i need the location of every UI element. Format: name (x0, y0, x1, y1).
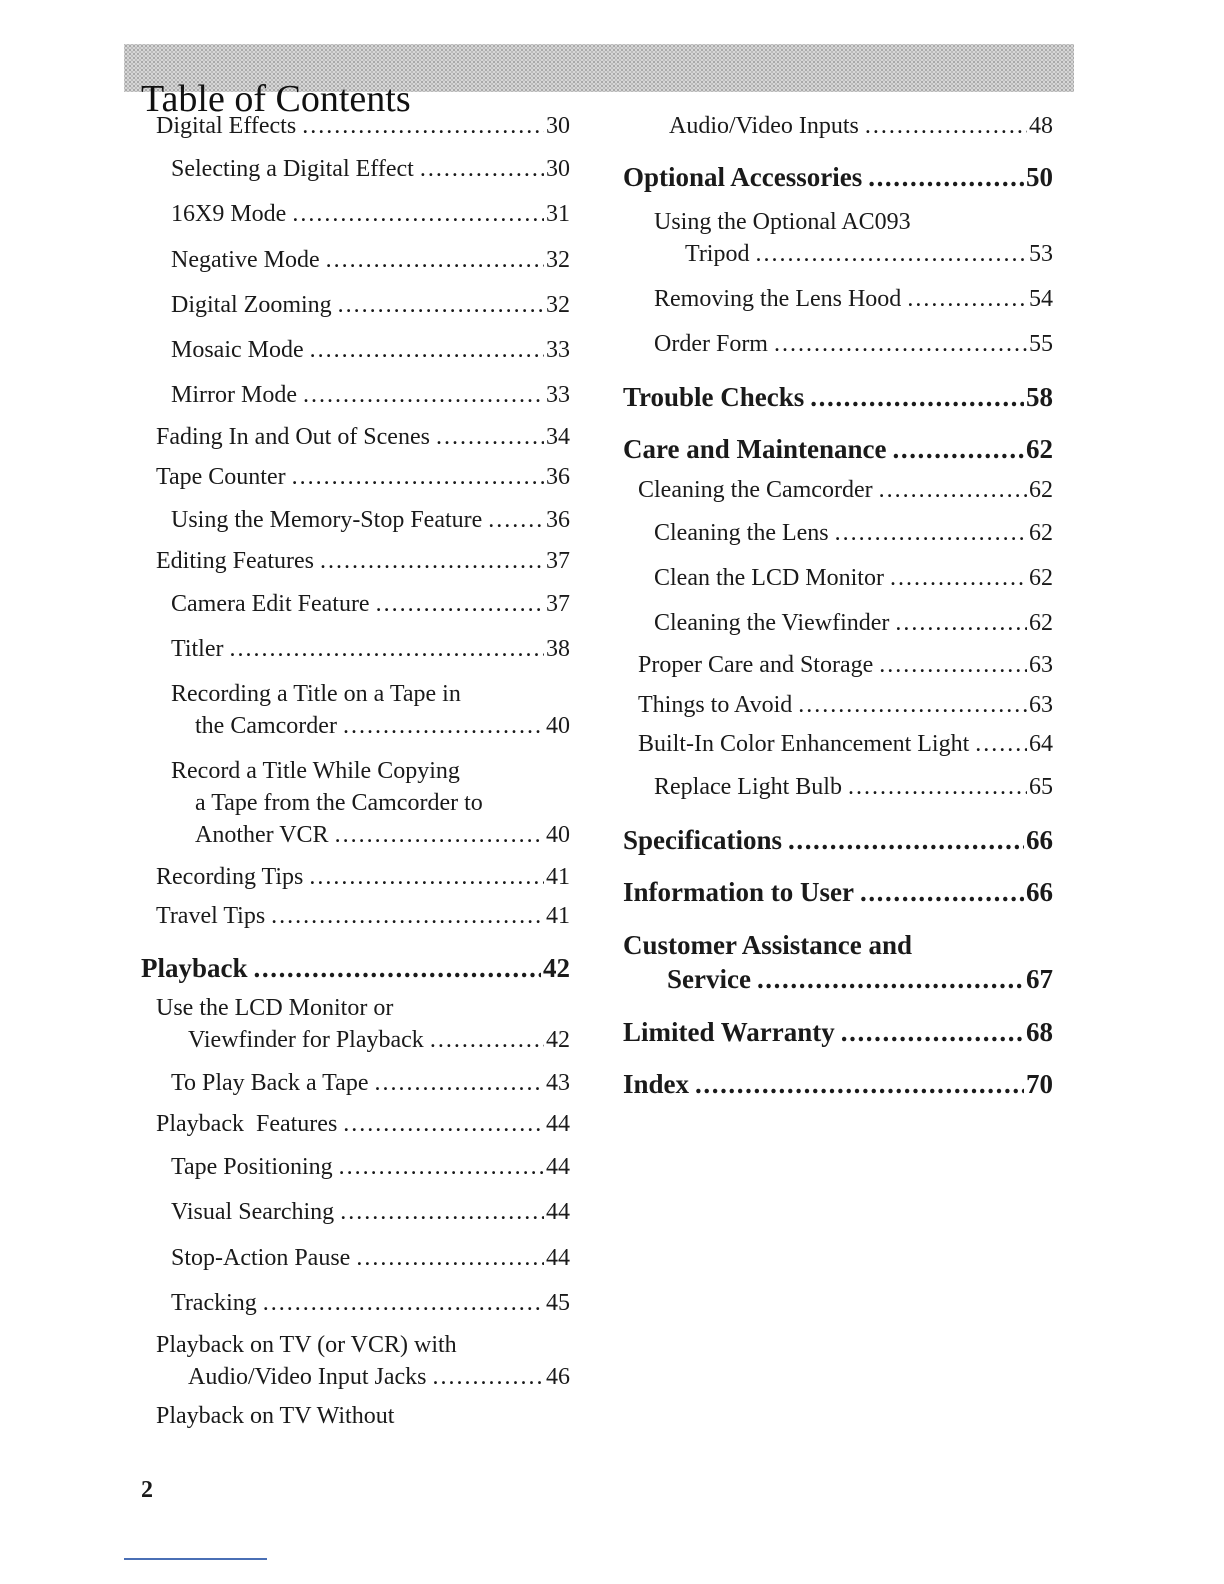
toc-section-limited-warranty[interactable]: Limited Warranty ..... 68 (623, 1018, 1053, 1046)
toc-entry-playback-tv-line2[interactable]: Audio/Video Input Jacks ..... 46 (188, 1363, 570, 1391)
toc-entry-tracking[interactable]: Tracking ..... 45 (171, 1289, 570, 1317)
toc-entry-stop-action[interactable]: Stop-Action Pause ..... 44 (171, 1244, 570, 1272)
toc-entry-ac093-line2[interactable]: Tripod ..... 53 (685, 240, 1053, 268)
toc-entry-color-enhancement[interactable]: Built-In Color Enhancement Light ..... 64 (638, 730, 1053, 758)
toc-entry-16x9-mode[interactable]: 16X9 Mode ..... 31 (171, 200, 570, 228)
toc-entry-memory-stop[interactable]: Using the Memory-Stop Feature ..... 36 (171, 506, 570, 534)
toc-entry-cleaning-lens[interactable]: Cleaning the Lens ..... 62 (654, 519, 1053, 547)
toc-entry-recording-tips[interactable]: Recording Tips ..... 41 (156, 863, 570, 891)
toc-entry-clean-lcd[interactable]: Clean the LCD Monitor ..... 62 (654, 564, 1053, 592)
toc-entry-camera-edit[interactable]: Camera Edit Feature ..... 37 (171, 590, 570, 618)
toc-entry-cleaning-viewfinder[interactable]: Cleaning the Viewfinder ..... 62 (654, 609, 1053, 637)
toc-entry-digital-effects[interactable]: Digital Effects ..... 30 (156, 112, 570, 140)
toc-entry-playback-tv-line1[interactable]: Playback on TV (or VCR) with (156, 1332, 457, 1358)
toc-section-optional-accessories[interactable]: Optional Accessories ..... 50 (623, 163, 1053, 191)
toc-entry-use-lcd-line2[interactable]: Viewfinder for Playback ..... 42 (188, 1026, 570, 1054)
toc-entry-cleaning-camcorder[interactable]: Cleaning the Camcorder ..... 62 (638, 476, 1053, 504)
toc-entry-record-title-line2[interactable]: a Tape from the Camcorder to (195, 790, 483, 816)
toc-entry-recording-title-line1[interactable]: Recording a Title on a Tape in (171, 681, 461, 707)
toc-entry-use-lcd-line1[interactable]: Use the LCD Monitor or (156, 995, 394, 1021)
toc-section-customer-assistance-line2[interactable]: Service ..... 67 (667, 965, 1053, 993)
toc-entry-mosaic-mode[interactable]: Mosaic Mode ..... 33 (171, 336, 570, 364)
toc-section-trouble-checks[interactable]: Trouble Checks ..... 58 (623, 383, 1053, 411)
toc-entry-replace-bulb[interactable]: Replace Light Bulb ..... 65 (654, 773, 1053, 801)
toc-entry-things-to-avoid[interactable]: Things to Avoid ..... 63 (638, 691, 1053, 719)
toc-entry-proper-care[interactable]: Proper Care and Storage ..... 63 (638, 651, 1053, 679)
toc-section-index[interactable]: Index ..... 70 (623, 1070, 1053, 1098)
toc-entry-visual-searching[interactable]: Visual Searching ..... 44 (171, 1198, 570, 1226)
toc-entry-selecting-digital-effect[interactable]: Selecting a Digital Effect ..... 30 (171, 155, 570, 183)
toc-entry-playback-tv-without[interactable]: Playback on TV Without (156, 1403, 395, 1429)
toc-entry-lens-hood[interactable]: Removing the Lens Hood ..... 54 (654, 285, 1053, 313)
toc-entry-negative-mode[interactable]: Negative Mode ..... 32 (171, 246, 570, 274)
toc-entry-recording-title-line2[interactable]: the Camcorder ..... 40 (195, 712, 570, 740)
toc-section-specifications[interactable]: Specifications ..... 66 (623, 826, 1053, 854)
page-title: Table of Contents (141, 78, 411, 121)
toc-section-customer-assistance-line1[interactable]: Customer Assistance and (623, 930, 913, 960)
toc-entry-order-form[interactable]: Order Form ..... 55 (654, 330, 1053, 358)
toc-entry-editing-features[interactable]: Editing Features ..... 37 (156, 547, 570, 575)
toc-entry-titler[interactable]: Titler ..... 38 (171, 635, 570, 663)
toc-entry-tape-positioning[interactable]: Tape Positioning ..... 44 (171, 1153, 570, 1181)
toc-section-information-user[interactable]: Information to User ..... 66 (623, 878, 1053, 906)
toc-section-care-maintenance[interactable]: Care and Maintenance ..... 62 (623, 435, 1053, 463)
toc-section-playback[interactable]: Playback ..... 42 (141, 954, 570, 982)
toc-entry-av-inputs[interactable]: Audio/Video Inputs ..... 48 (669, 112, 1053, 140)
toc-entry-record-title-line1[interactable]: Record a Title While Copying (171, 758, 460, 784)
toc-entry-play-back-tape[interactable]: To Play Back a Tape ..... 43 (171, 1069, 570, 1097)
toc-entry-tape-counter[interactable]: Tape Counter ..... 36 (156, 463, 570, 491)
toc-entry-playback-features[interactable]: Playback Features ..... 44 (156, 1110, 570, 1138)
page-number: 2 (141, 1477, 153, 1503)
toc-entry-record-title-line3[interactable]: Another VCR ..... 40 (195, 821, 570, 849)
bottom-rule (124, 1558, 267, 1560)
toc-entry-travel-tips[interactable]: Travel Tips ..... 41 (156, 902, 570, 930)
toc-entry-fading[interactable]: Fading In and Out of Scenes ..... 34 (156, 423, 570, 451)
toc-entry-mirror-mode[interactable]: Mirror Mode ..... 33 (171, 381, 570, 409)
toc-entry-ac093-line1[interactable]: Using the Optional AC093 (654, 209, 911, 235)
toc-entry-digital-zooming[interactable]: Digital Zooming ..... 32 (171, 291, 570, 319)
